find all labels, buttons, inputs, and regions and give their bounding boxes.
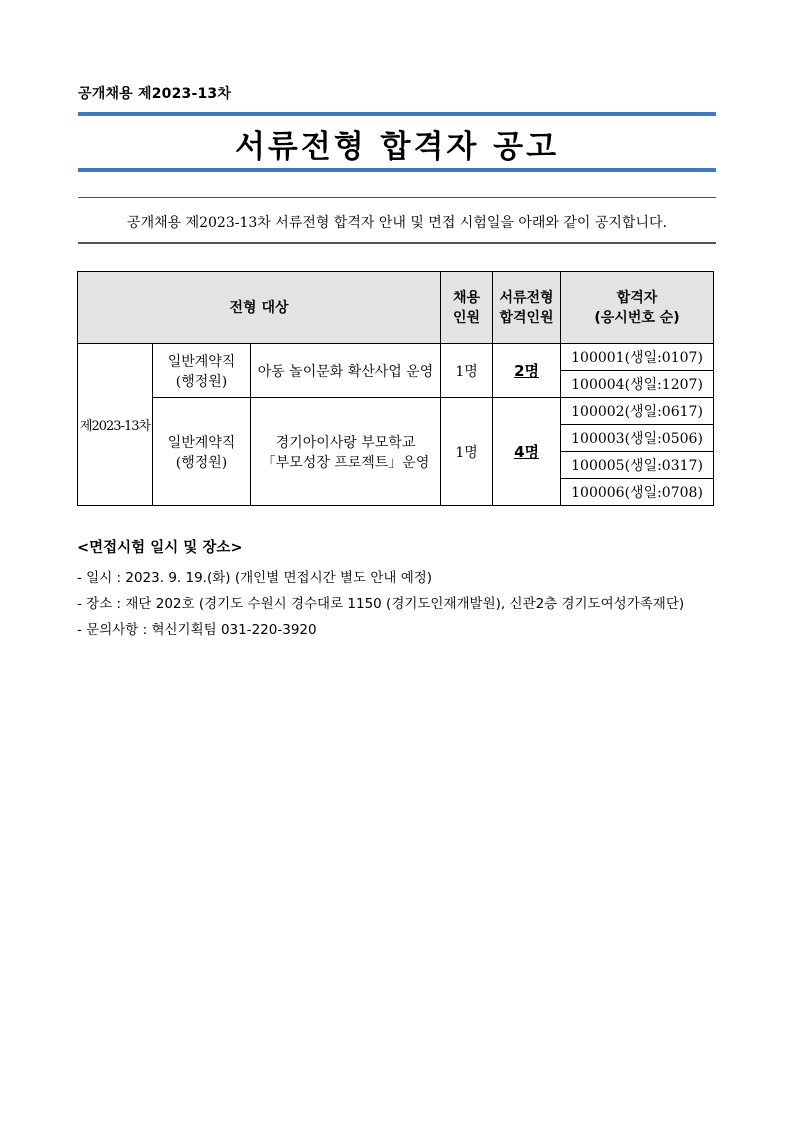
header-applicants-line2: (응시번호 순): [594, 309, 680, 326]
title-bottom-rule: [78, 168, 716, 172]
job-type-cell: [153, 344, 251, 398]
job-type-line2: (행정원): [175, 454, 228, 471]
applicant-cell: 100004(생일:1207): [561, 371, 714, 398]
project-cell: [251, 344, 441, 398]
pass-count-cell: 2명: [493, 344, 561, 398]
interview-date-line: - 일시 : 2023. 9. 19.(화) (개인별 면접시간 별도 안내 예정): [77, 570, 433, 586]
project-line2: 「부모성장 프로젝트」운영: [261, 454, 430, 471]
pass-count-cell: 4명: [493, 398, 561, 506]
project-line1: 경기아이사랑 부모학교: [275, 434, 416, 451]
title-top-rule: [78, 112, 716, 116]
header-hire-count-line2: 인원: [453, 309, 481, 326]
interview-contact-line: - 문의사항 : 혁신기획팀 031-220-3920: [77, 622, 317, 638]
table-row: [78, 344, 714, 371]
round-cell: 제2023-13차: [78, 344, 153, 506]
header-pass-count-line1: 서류전형: [499, 289, 554, 306]
applicant-cell: 100003(생일:0506): [561, 425, 714, 452]
project-cell: [251, 398, 441, 506]
job-type-line1: 일반계약직: [167, 434, 236, 451]
header-pass-count: [493, 272, 561, 344]
job-type-cell: [153, 398, 251, 506]
intro-bottom-rule: [78, 242, 716, 244]
header-pass-count-line2: 합격인원: [499, 309, 554, 326]
applicant-cell: 100006(생일:0708): [561, 479, 714, 506]
hire-count-cell: 1명: [441, 398, 493, 506]
header-hire-count: [441, 272, 493, 344]
interview-place-line: - 장소 : 재단 202호 (경기도 수원시 경수대로 1150 (경기도인재개발원), 신관2층 경기도여성가족재단): [77, 596, 685, 612]
hire-count-cell: 1명: [441, 344, 493, 398]
table-row: [78, 398, 714, 425]
header-target: 전형 대상: [78, 272, 441, 344]
job-type-line2: (행정원): [175, 373, 228, 390]
intro-top-rule: [78, 197, 716, 198]
page-title: 서류전형 합격자 공고: [234, 129, 560, 165]
header-applicants-line1: 합격자: [616, 289, 658, 306]
intro-text: 공개채용 제2023-13차 서류전형 합격자 안내 및 면접 시험일을 아래와 같이 공지합니다.: [127, 215, 667, 231]
result-table: [77, 271, 714, 506]
job-type-line1: 일반계약직: [167, 353, 236, 370]
applicant-cell: 100002(생일:0617): [561, 398, 714, 425]
interview-section-title: <면접시험 일시 및 장소>: [77, 540, 243, 556]
project-line1: 아동 놀이문화 확산사업 운영: [257, 363, 434, 380]
applicant-cell: 100005(생일:0317): [561, 452, 714, 479]
header-hire-count-line1: 채용: [453, 289, 481, 306]
table-header-row: [78, 272, 714, 344]
applicant-cell: 100001(생일:0107): [561, 344, 714, 371]
recruitment-serial: 공개채용 제2023-13차: [78, 86, 232, 102]
header-applicants: [561, 272, 714, 344]
